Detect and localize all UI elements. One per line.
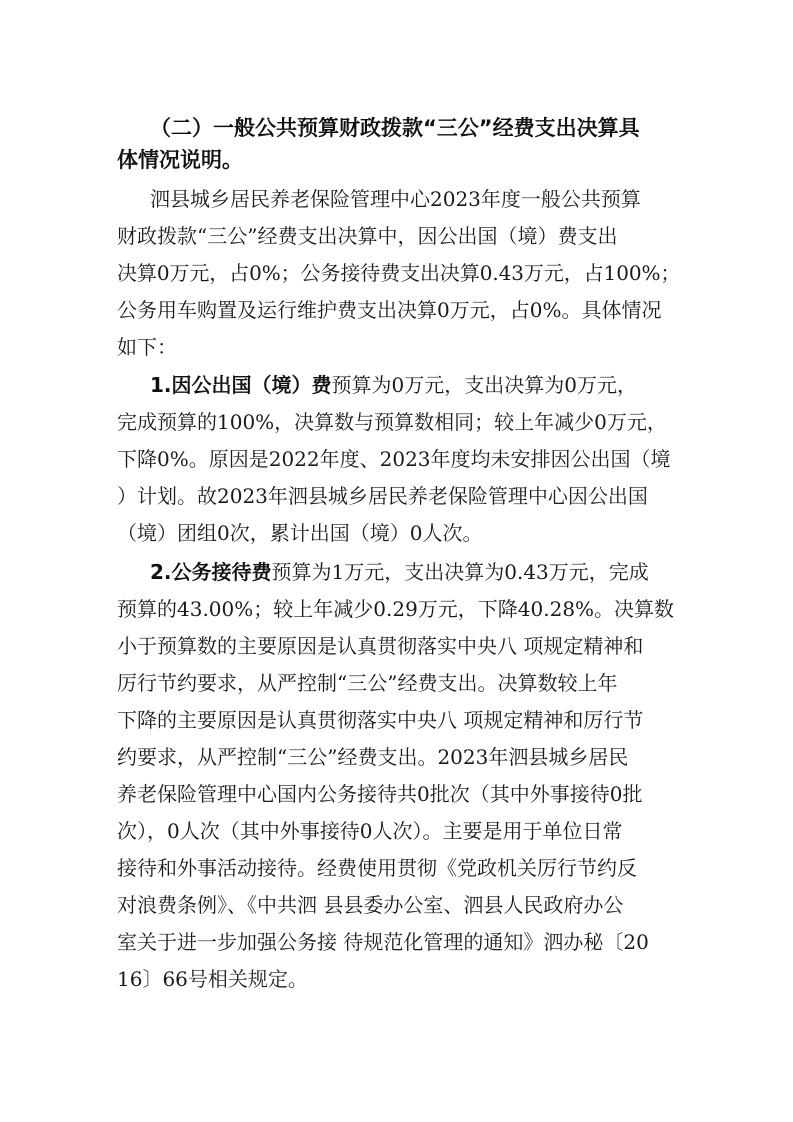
item1-line-3: 下降0%。原因是2022年度、2023年度均未安排因公出国（境 bbox=[117, 447, 671, 471]
section-heading-line-1: （二）一般公共预算财政拨款“三公”经费支出决算具 bbox=[150, 116, 640, 140]
item2-line-10: 对浪费条例》、《中共泗 县县委办公室、泗县人民政府办公 bbox=[117, 893, 624, 917]
item2-label: 2.公务接待费 bbox=[150, 560, 272, 584]
item2-first-line-text: 预算为1万元，支出决算为0.43万元，完成 bbox=[271, 560, 649, 584]
item2-line-12: 16〕66号相关规定。 bbox=[117, 967, 308, 991]
item2-line-3: 小于预算数的主要原因是认真贯彻落实中央八 项规定精神和 bbox=[117, 634, 644, 658]
item2-line-5: 下降的主要原因是认真贯彻落实中央八 项规定精神和厉行节 bbox=[117, 708, 644, 732]
item1-first-line bbox=[150, 373, 637, 397]
item2-line-8: 次），0人次（其中外事接待0人次）。主要是用于单位日常 bbox=[117, 819, 623, 843]
item1-line-2: 完成预算的100%，决算数与预算数相同；较上年减少0万元， bbox=[117, 410, 667, 434]
intro-line-5: 如下： bbox=[117, 335, 177, 359]
section-heading-line-2: 体情况说明。 bbox=[117, 148, 243, 172]
intro-line-1: 泗县城乡居民养老保险管理中心2023年度一般公共预算 bbox=[150, 187, 641, 211]
item1-first-line-text: 预算为0万元，支出决算为0万元， bbox=[331, 373, 637, 397]
item2-line-9: 接待和外事活动接待。经费使用贯彻《党政机关厉行节约反 bbox=[117, 856, 637, 880]
intro-line-4: 公务用车购置及运行维护费支出决算0万元，占0%。具体情况 bbox=[117, 298, 662, 322]
intro-line-3: 决算0万元，占0%；公务接待费支出决算0.43万元，占100%； bbox=[117, 261, 681, 285]
item2-line-2: 预算的43.00%；较上年减少0.29万元，下降40.28%。决算数 bbox=[117, 597, 675, 621]
intro-line-2: 财政拨款“三公”经费支出决算中，因公出国（境）费支出 bbox=[117, 224, 618, 248]
item2-first-line bbox=[150, 560, 649, 584]
item2-line-11: 室关于进一步加强公务接 待规范化管理的通知》泗办秘〔20 bbox=[117, 930, 649, 954]
item1-line-4: ）计划。故2023年泗县城乡居民养老保险管理中心因公出国 bbox=[117, 484, 648, 508]
item1-line-5: （境）团组0次，累计出国（境）0人次。 bbox=[117, 521, 483, 545]
item1-label: 1.因公出国（境）费 bbox=[150, 373, 332, 397]
item2-line-7: 养老保险管理中心国内公务接待共0批次（其中外事接待0批 bbox=[117, 782, 643, 806]
item2-line-4: 厉行节约要求，从严控制“三公”经费支出。决算数较上年 bbox=[117, 671, 618, 695]
item2-line-6: 约要求，从严控制“三公”经费支出。2023年泗县城乡居民 bbox=[117, 745, 629, 769]
